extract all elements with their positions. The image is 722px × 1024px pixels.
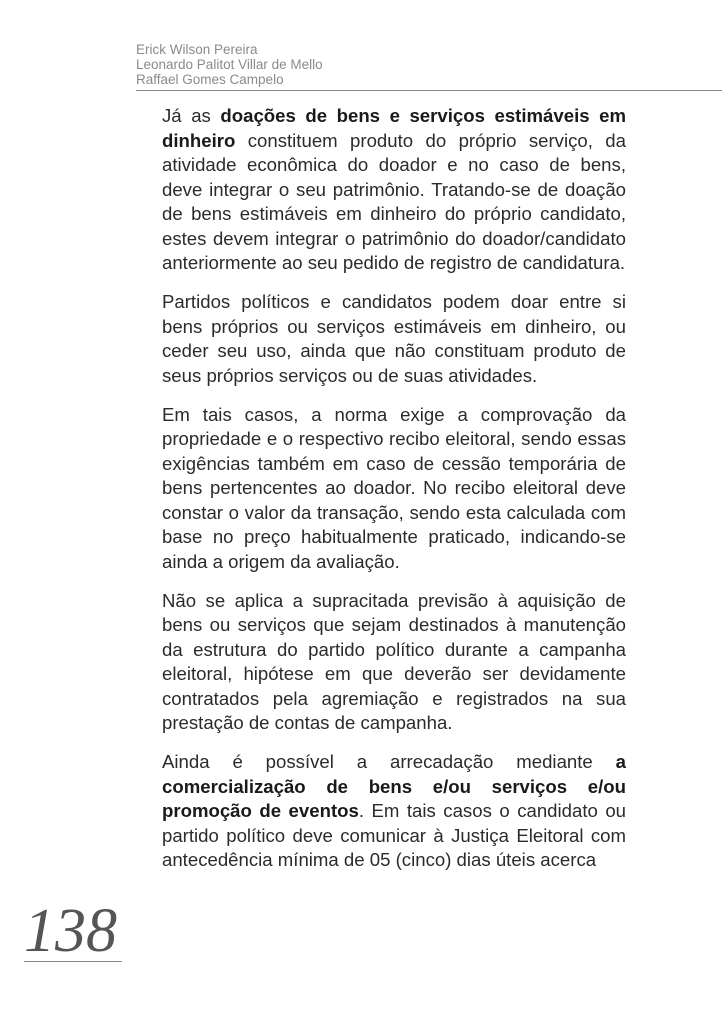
page-number-rule — [24, 961, 122, 962]
paragraph-3: Em tais casos, a norma exige a comprovação da propriedade e o respectivo recibo eleitoral, sendo essas exigências também em caso de cessão temporária de bens pertencentes ao doador. No recibo eleitoral deve constar o valor da transação, sendo esta calculada com base no preço habitualmente praticado, indicando-se ainda a origem da avaliação. — [162, 403, 626, 572]
author-2: Leonardo Palitot Villar de Mello — [136, 57, 323, 72]
p1-text-a: Já as — [162, 105, 221, 126]
header-rule — [136, 90, 722, 91]
paragraph-5 — [162, 750, 626, 873]
p5-text-a: Ainda é possível a arrecadação mediante — [162, 751, 616, 772]
paragraph-4: Não se aplica a supracitada previsão à aquisição de bens ou serviços que sejam destinados à manutenção da estrutura do partido político durante a campanha eleitoral, hipótese em que deverão ser devidamente contratados pela agremiação e registrados na sua prestação de contas de campanha. — [162, 589, 626, 733]
p1-bold: doações de bens e serviços estimáveis em dinheiro — [162, 105, 627, 151]
author-1: Erick Wilson Pereira — [136, 42, 258, 57]
p1-text-c: constituem produto do próprio serviço, da atividade econômica do doador e no caso de bens, deve integrar o seu patrimônio. Tratando-se de doação de bens estimáveis em dinheiro do próprio candidato, estes devem integrar o patrimônio do doador/candidato anteriormente ao seu pedido de registro de candidatura. — [162, 129, 626, 273]
running-header — [136, 42, 323, 87]
paragraph-2: Partidos políticos e candidatos podem doar entre si bens próprios ou serviços estimáveis em dinheiro, ou ceder seu uso, ainda que não constituam produto de seus próprios serviços ou de suas atividades. — [162, 291, 626, 386]
paragraph-1 — [162, 104, 626, 276]
author-3: Raffael Gomes Campelo — [136, 72, 284, 87]
p5-text-c: . Em tais casos o candidato ou partido político deve comunicar à Justiça Eleitoral com antecedência mínima de 05 (cinco) dias úteis acerca — [162, 800, 626, 870]
page-number: 138 — [24, 897, 117, 965]
body-text — [162, 104, 626, 887]
p5-bold: a comercialização de bens e/ou serviços e/ou promoção de eventos — [162, 751, 626, 821]
